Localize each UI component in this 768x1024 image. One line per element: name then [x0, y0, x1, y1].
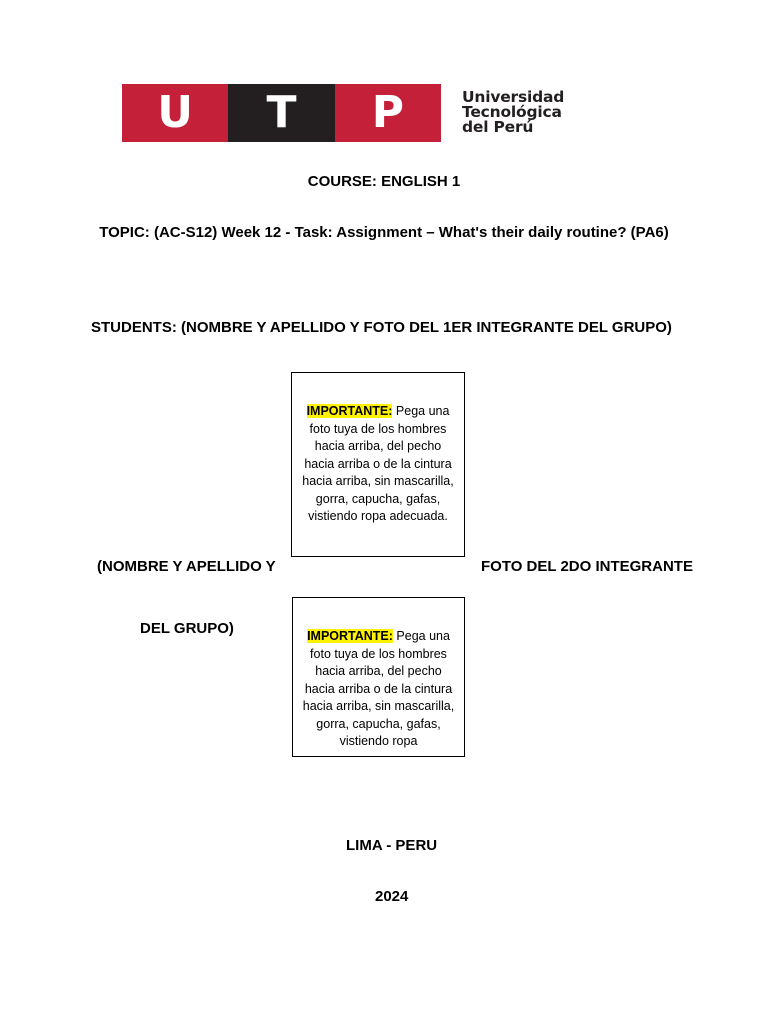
logo-letter-p: P — [335, 84, 441, 142]
photo-placeholder-2[interactable] — [292, 597, 465, 757]
photo-instructions-2: Pega una foto tuya de los hombres hacia arriba, del pecho hacia arriba o de la cintura hacia arriba, sin mascarilla, gorra, capucha, gafas, vistiendo ropa — [302, 629, 455, 748]
second-member-left-line-2: DEL GRUPO) — [140, 620, 234, 637]
utp-logo — [122, 84, 441, 142]
university-name-line-2: Tecnológica — [462, 103, 562, 121]
year-text: 2024 — [375, 888, 409, 905]
important-label-1: IMPORTANTE: — [306, 404, 393, 418]
university-name-line-3: del Perú — [462, 118, 534, 136]
photo-instructions-1: Pega una foto tuya de los hombres hacia arriba, del pecho hacia arriba o de la cintura hacia arriba, sin mascarilla, gorra, capucha, gafas, vistiendo ropa adecuada. — [302, 404, 454, 523]
university-name-line-1: Universidad — [462, 88, 565, 106]
location-text: LIMA - PERU — [346, 837, 438, 854]
students-heading: STUDENTS: (NOMBRE Y APELLIDO Y FOTO DEL 1ER INTEGRANTE DEL GRUPO) — [91, 319, 672, 336]
logo-letter-u: U — [122, 84, 228, 142]
university-name — [462, 90, 622, 135]
photo-placeholder-1[interactable] — [291, 372, 465, 557]
second-member-right-line-1: FOTO DEL 2DO INTEGRANTE — [481, 558, 693, 575]
course-heading: COURSE: ENGLISH 1 — [307, 173, 461, 190]
important-label-2: IMPORTANTE: — [307, 629, 393, 643]
second-member-left-line-1: (NOMBRE Y APELLIDO Y — [97, 558, 276, 575]
logo-letter-t: T — [228, 84, 334, 142]
topic-heading: TOPIC: (AC-S12) Week 12 - Task: Assignment – What's their daily routine? (PA6) — [99, 224, 669, 241]
